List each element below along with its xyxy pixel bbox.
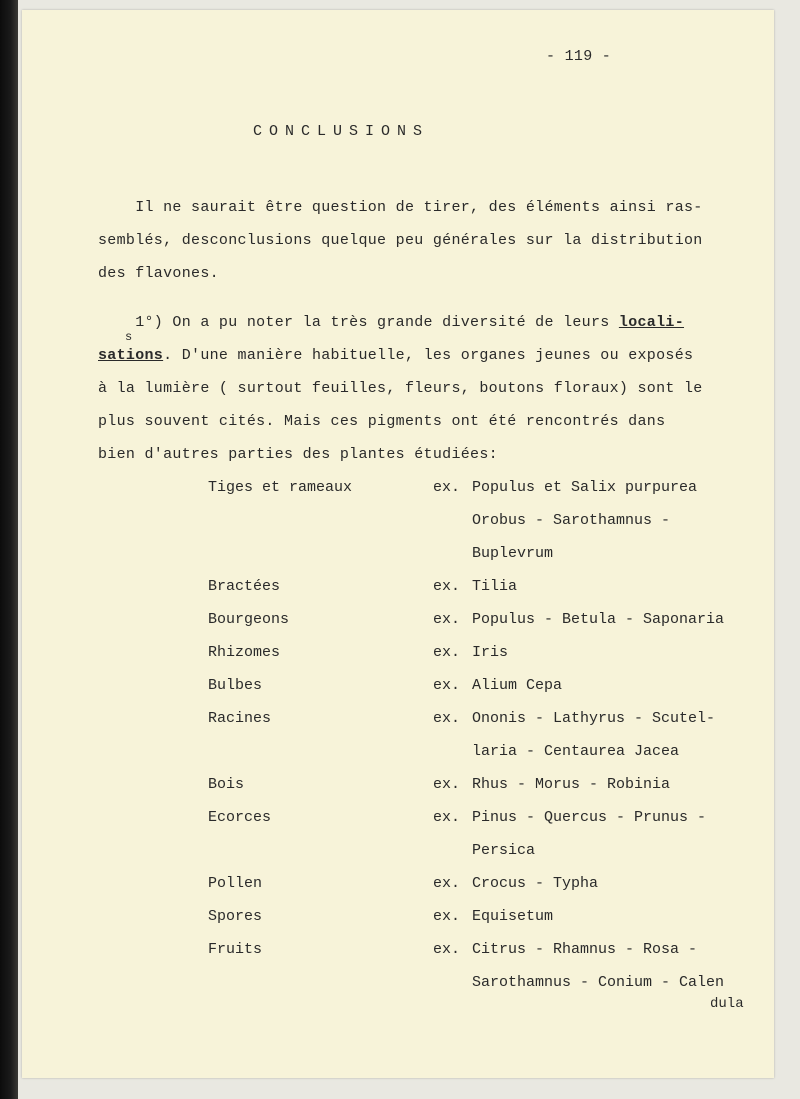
ex-label: ex. [433, 644, 461, 661]
paragraph-line: semblés, desconclusions quelque peu générales sur la distribution [98, 232, 703, 249]
example-value: Pinus - Quercus - Prunus - [472, 809, 707, 826]
organ-term: Spores [208, 908, 263, 925]
paragraph-line: plus souvent cités. Mais ces pigments ont été rencontrés dans [98, 413, 666, 430]
example-value: Populus et Salix purpurea [472, 479, 698, 496]
organ-term: Bractées [208, 578, 281, 595]
ex-label: ex. [433, 578, 461, 595]
paragraph-text: 1°) On a pu noter la très grande diversité de leurs [98, 314, 619, 331]
example-value: Buplevrum [472, 545, 554, 562]
example-value: Ononis - Lathyrus - Scutel- [472, 710, 716, 727]
paragraph-localisations [98, 306, 748, 471]
list-item [208, 900, 748, 933]
book-binding-edge [0, 0, 18, 1099]
organ-term: Ecorces [208, 809, 272, 826]
paragraph-line: des flavones. [98, 265, 219, 282]
list-item [208, 834, 748, 867]
paragraph-line [98, 339, 748, 372]
example-value: Sarothamnus - Conium - Calen [472, 974, 725, 991]
examples-list [208, 471, 748, 999]
list-item [208, 471, 748, 504]
correction-mark: s [125, 330, 133, 344]
example-value: Citrus - Rhamnus - Rosa - [472, 941, 698, 958]
paragraph-line [98, 306, 748, 339]
list-item [208, 867, 748, 900]
list-item [208, 570, 748, 603]
word-continuation: dula [710, 996, 744, 1012]
example-value: Rhus - Morus - Robinia [472, 776, 671, 793]
organ-term: Bois [208, 776, 245, 793]
list-item [208, 933, 748, 966]
ex-label: ex. [433, 677, 461, 694]
paragraph-intro [98, 191, 748, 290]
underlined-term: sations [98, 347, 164, 364]
paragraph-line: Il ne saurait être question de tirer, des éléments ainsi ras- [98, 199, 703, 216]
list-item [208, 636, 748, 669]
ex-label: ex. [433, 941, 461, 958]
section-heading: CONCLUSIONS [253, 123, 430, 140]
organ-term: Rhizomes [208, 644, 281, 661]
list-item [208, 801, 748, 834]
organ-term: Bourgeons [208, 611, 290, 628]
ex-label: ex. [433, 875, 461, 892]
ex-label: ex. [433, 776, 461, 793]
example-value: Persica [472, 842, 536, 859]
example-value: Orobus - Sarothamnus - [472, 512, 671, 529]
example-value: laria - Centaurea Jacea [472, 743, 680, 760]
organ-term: Fruits [208, 941, 263, 958]
list-item [208, 966, 748, 999]
underlined-term: locali- [618, 314, 685, 331]
example-value: Alium Cepa [472, 677, 563, 694]
organ-term: Racines [208, 710, 272, 727]
ex-label: ex. [433, 479, 461, 496]
ex-label: ex. [433, 710, 461, 727]
organ-term: Bulbes [208, 677, 263, 694]
paragraph-line: à la lumière ( surtout feuilles, fleurs, boutons floraux) sont le [98, 380, 703, 397]
example-value: Equisetum [472, 908, 554, 925]
example-value: Iris [472, 644, 509, 661]
page-number: - 119 - [546, 48, 612, 65]
list-item [208, 768, 748, 801]
paragraph-text: . D'une manière habituelle, les organes jeunes ou exposés [163, 347, 694, 364]
example-value: Populus - Betula - Saponaria [472, 611, 725, 628]
list-item [208, 669, 748, 702]
list-item [208, 603, 748, 636]
ex-label: ex. [433, 809, 461, 826]
organ-term: Pollen [208, 875, 263, 892]
paragraph-line: bien d'autres parties des plantes étudiées: [98, 446, 498, 463]
example-value: Tilia [472, 578, 518, 595]
organ-term: Tiges et rameaux [208, 479, 353, 496]
example-value: Crocus - Typha [472, 875, 599, 892]
list-item [208, 537, 748, 570]
list-item [208, 504, 748, 537]
ex-label: ex. [433, 611, 461, 628]
list-item [208, 735, 748, 768]
ex-label: ex. [433, 908, 461, 925]
list-item [208, 702, 748, 735]
